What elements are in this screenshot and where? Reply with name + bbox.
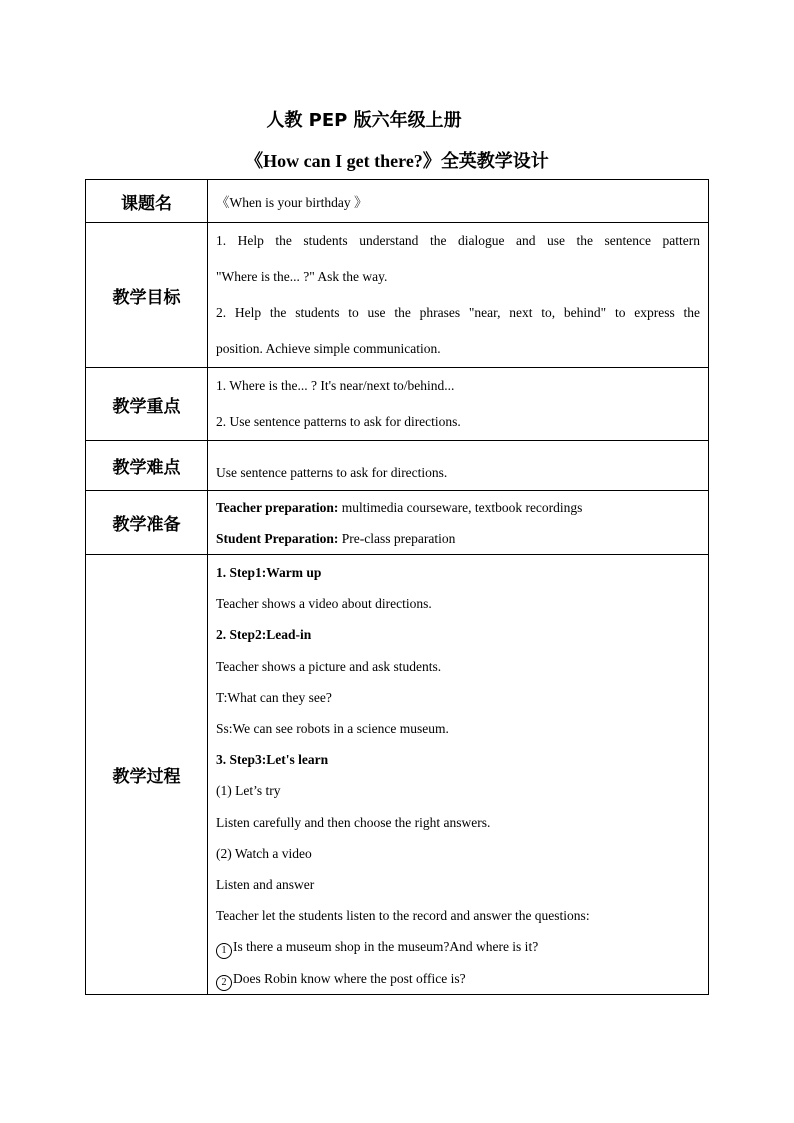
objective-line: 2. Help the students to use the phrases "near, next to, behind" to express the bbox=[216, 305, 700, 320]
label-process: 教学过程 bbox=[86, 555, 208, 995]
circled-number: 1 bbox=[216, 943, 232, 959]
step1-text: Teacher shows a video about directions. bbox=[216, 596, 432, 612]
question-2-text: Does Robin know where the post office is? bbox=[233, 970, 466, 986]
student-preparation bbox=[216, 523, 700, 554]
key-points-cell bbox=[208, 368, 709, 441]
lets-try: (1) Let’s try bbox=[216, 783, 281, 799]
row-difficulties bbox=[86, 441, 709, 491]
student-preparation-label: Student Preparation: bbox=[216, 530, 339, 546]
question-1-text: Is there a museum shop in the museum?And where is it? bbox=[233, 939, 539, 955]
instruction-text: Teacher let the students listen to the record and answer the questions: bbox=[216, 908, 590, 924]
objectives-cell bbox=[208, 223, 709, 368]
objective-line: 1. Help the students understand the dialogue and use the sentence pattern bbox=[216, 233, 700, 248]
question-2 bbox=[216, 963, 700, 994]
lets-try-text: Listen carefully and then choose the right answers. bbox=[216, 814, 491, 830]
circled-number: 2 bbox=[216, 975, 232, 991]
row-process bbox=[86, 555, 709, 995]
row-topic bbox=[86, 180, 709, 223]
label-difficulties: 教学难点 bbox=[86, 441, 208, 491]
step2-heading: 2. Step2:Lead-in bbox=[216, 627, 312, 643]
question-1 bbox=[216, 931, 700, 962]
label-topic: 课题名 bbox=[86, 180, 208, 223]
student-preparation-text: Pre-class preparation bbox=[338, 530, 456, 546]
subtitle-chinese: 全英教学设计 bbox=[440, 151, 549, 172]
topic-text: 《When is your birthday 》 bbox=[208, 180, 709, 223]
document-title: 人教 PEP 版六年级上册 bbox=[266, 110, 462, 131]
label-key-points: 教学重点 bbox=[86, 368, 208, 441]
step1-heading: 1. Step1:Warm up bbox=[216, 565, 322, 580]
watch-video: (2) Watch a video bbox=[216, 845, 312, 861]
label-preparation: 教学准备 bbox=[86, 491, 208, 555]
step3-heading: 3. Step3:Let's learn bbox=[216, 752, 329, 768]
teacher-preparation bbox=[216, 492, 700, 523]
subtitle-english: 《How can I get there?》 bbox=[245, 151, 441, 171]
row-objectives bbox=[86, 223, 709, 368]
label-objectives: 教学目标 bbox=[86, 223, 208, 368]
teacher-preparation-label: Teacher preparation: bbox=[216, 499, 339, 515]
document-subtitle bbox=[0, 147, 794, 173]
students-answer: Ss:We can see robots in a science museum. bbox=[216, 721, 449, 737]
preparation-cell bbox=[208, 491, 709, 555]
objective-line: position. Achieve simple communication. bbox=[216, 341, 441, 356]
objective-line: "Where is the... ?" Ask the way. bbox=[216, 269, 388, 284]
teacher-preparation-text: multimedia courseware, textbook recordings bbox=[338, 499, 583, 515]
teacher-question: T:What can they see? bbox=[216, 689, 332, 705]
watch-video-text: Listen and answer bbox=[216, 877, 315, 893]
lesson-plan-table bbox=[85, 179, 709, 995]
row-preparation bbox=[86, 491, 709, 555]
difficulties-text: Use sentence patterns to ask for directions. bbox=[208, 441, 709, 491]
process-cell bbox=[208, 555, 709, 995]
step2-text: Teacher shows a picture and ask students. bbox=[216, 658, 442, 674]
row-key-points bbox=[86, 368, 709, 441]
key-point-line: 2. Use sentence patterns to ask for directions. bbox=[216, 414, 461, 429]
key-point-line: 1. Where is the... ? It's near/next to/behind... bbox=[216, 378, 455, 393]
